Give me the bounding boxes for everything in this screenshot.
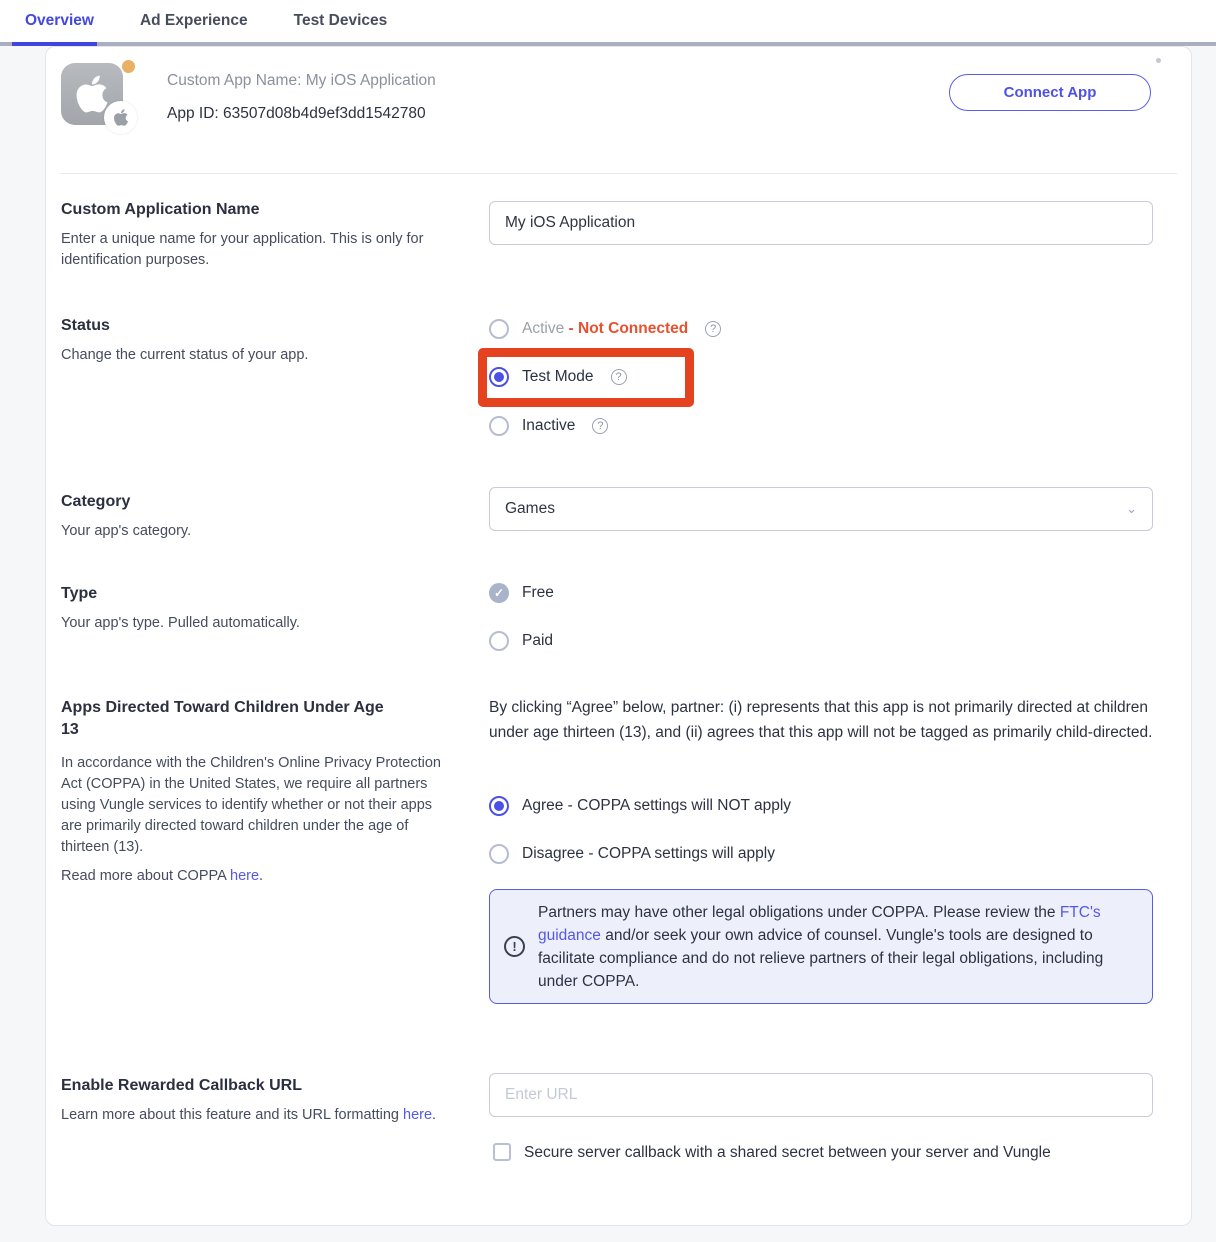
coppa-notice-text: Partners may have other legal obligations under COPPA. Please review the FTC's guidance and/or seek your own advice of counsel. Vungle's tools are designed to facilitate compliance and do not relieve partners of their legal obligations, including under COPPA. bbox=[538, 903, 1104, 990]
secure-callback-label: Secure server callback with a shared secret between your server and Vungle bbox=[524, 1144, 1051, 1161]
custom-app-name-line: Custom App Name: My iOS Application bbox=[167, 72, 436, 89]
collapse-dot-icon[interactable] bbox=[1156, 58, 1161, 63]
app-id-line: App ID: 63507d08b4d9ef3dd1542780 bbox=[167, 105, 426, 122]
custom-application-name-label: Custom Application Name bbox=[61, 201, 260, 218]
type-option-free bbox=[489, 583, 554, 603]
agree-label: Agree - COPPA settings will NOT apply bbox=[522, 797, 792, 814]
coppa-agreement-text: By clicking “Agree” below, partner: (i) represents that this app is not primarily directed at children under age thirteen (13), and (ii) agrees that this app will not be tagged as primarily child-directed. bbox=[489, 699, 1153, 741]
test-mode-label: Test Mode bbox=[522, 368, 594, 385]
type-option-paid bbox=[489, 631, 553, 651]
coppa-notice-box bbox=[489, 889, 1153, 1004]
app-icon bbox=[61, 63, 123, 125]
status-active-label: Active - Not Connected bbox=[522, 320, 689, 337]
disagree-label: Disagree - COPPA settings will apply bbox=[522, 845, 775, 862]
category-value: Games bbox=[505, 500, 555, 517]
radio-active-icon bbox=[489, 319, 509, 339]
radio-agree-icon bbox=[489, 796, 509, 816]
radio-disagree-icon bbox=[489, 844, 509, 864]
category-label: Category bbox=[61, 493, 131, 510]
coppa-desc: In accordance with the Children's Online Privacy Protection Act (COPPA) in the United States, we require all partners using Vungle services to identify whether or not their apps are primarily directed toward children under the age of thirteen (13). bbox=[61, 755, 441, 855]
coppa-option-disagree[interactable] bbox=[489, 844, 775, 864]
tab-ad-experience[interactable]: Ad Experience bbox=[139, 12, 248, 29]
app-settings-card bbox=[45, 46, 1192, 1226]
type-label: Type bbox=[61, 585, 98, 602]
coppa-label: Apps Directed Toward Children Under Age 13 bbox=[61, 699, 384, 738]
coppa-option-agree[interactable] bbox=[489, 796, 791, 816]
checkbox-icon bbox=[493, 1143, 511, 1161]
inactive-label: Inactive bbox=[522, 417, 576, 434]
warning-icon: ! bbox=[504, 936, 525, 957]
tab-test-devices[interactable]: Test Devices bbox=[293, 12, 388, 29]
coppa-here-link[interactable]: here bbox=[230, 868, 260, 884]
custom-application-name-desc: Enter a unique name for your application. This is only for identification purposes. bbox=[61, 231, 424, 268]
checked-circle-icon: ✓ bbox=[489, 583, 509, 603]
free-label: Free bbox=[522, 584, 554, 601]
status-dot-icon bbox=[122, 60, 135, 73]
connect-app-button[interactable]: Connect App bbox=[949, 74, 1151, 111]
tab-bar bbox=[0, 0, 1216, 46]
status-option-active[interactable] bbox=[489, 319, 721, 339]
help-icon[interactable]: ? bbox=[592, 418, 608, 434]
coppa-read-more: Read more about COPPA here. bbox=[61, 868, 264, 884]
callback-url-input[interactable] bbox=[489, 1073, 1153, 1117]
secure-callback-checkbox-row[interactable] bbox=[493, 1141, 1124, 1165]
category-dropdown[interactable] bbox=[489, 487, 1153, 531]
radio-inactive-icon bbox=[489, 416, 509, 436]
type-desc: Your app's type. Pulled automatically. bbox=[61, 615, 300, 631]
status-option-inactive[interactable] bbox=[489, 416, 608, 436]
category-desc: Your app's category. bbox=[61, 523, 192, 539]
callback-here-link[interactable]: here bbox=[403, 1107, 433, 1123]
chevron-down-icon: ⌄ bbox=[1126, 501, 1137, 516]
tab-overview[interactable]: Overview bbox=[25, 12, 94, 29]
not-connected-text: - Not Connected bbox=[568, 320, 689, 337]
apple-platform-badge-icon bbox=[104, 101, 137, 134]
help-icon[interactable]: ? bbox=[705, 321, 721, 337]
ftc-guidance-link[interactable]: FTC's guidance bbox=[538, 903, 1101, 944]
help-icon[interactable]: ? bbox=[611, 369, 627, 385]
radio-paid-icon bbox=[489, 631, 509, 651]
callback-url-desc: Learn more about this feature and its URL formatting here. bbox=[61, 1107, 437, 1123]
header-divider bbox=[60, 173, 1177, 174]
custom-application-name-input[interactable] bbox=[489, 201, 1153, 245]
status-label: Status bbox=[61, 317, 110, 334]
callback-url-label: Enable Rewarded Callback URL bbox=[61, 1077, 302, 1094]
status-option-test-mode[interactable] bbox=[489, 367, 627, 387]
status-desc: Change the current status of your app. bbox=[61, 347, 309, 363]
radio-test-mode-icon bbox=[489, 367, 509, 387]
paid-label: Paid bbox=[522, 632, 554, 649]
apple-logo-icon bbox=[74, 73, 110, 115]
